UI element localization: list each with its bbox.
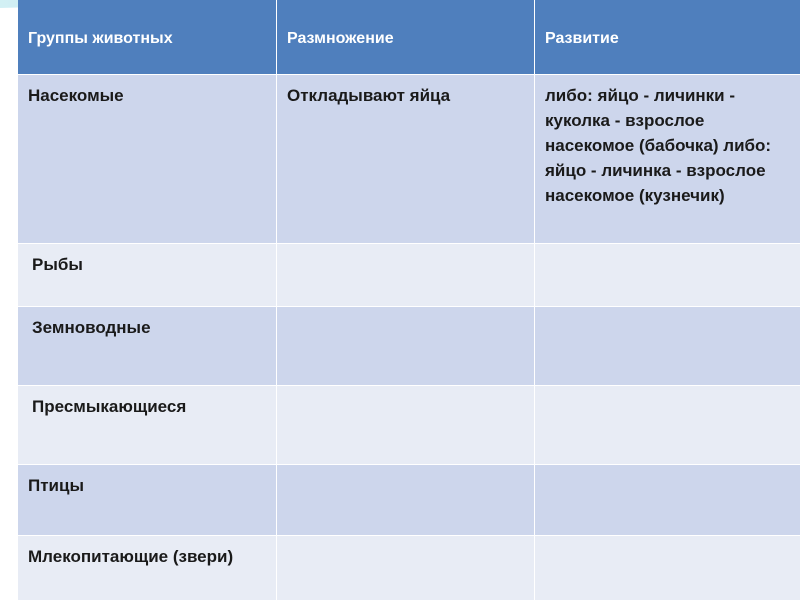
row-reptiles-development[interactable] xyxy=(535,386,800,464)
row-birds-reproduction[interactable] xyxy=(277,465,534,535)
row-insects-reproduction: Откладывают яйца xyxy=(277,75,534,243)
row-fish-group: Рыбы xyxy=(18,244,276,306)
row-fish-reproduction[interactable] xyxy=(277,244,534,306)
column-header-development: Развитие xyxy=(535,0,800,74)
row-mammals-development[interactable] xyxy=(535,536,800,600)
column-header-groups: Группы животных xyxy=(18,0,276,74)
row-amphibians-reproduction[interactable] xyxy=(277,307,534,385)
row-insects-development: либо: яйцо - личинки - куколка - взрослое насекомое (бабочка) либо: яйцо - личинка - взрослое насекомое (кузнечик) xyxy=(535,75,800,243)
row-insects-group: Насекомые xyxy=(18,75,276,243)
row-amphibians-development[interactable] xyxy=(535,307,800,385)
row-mammals-reproduction[interactable] xyxy=(277,536,534,600)
row-amphibians-group: Земноводные xyxy=(18,307,276,385)
row-mammals-group: Млекопитающие (звери) xyxy=(18,536,276,600)
row-reptiles-group: Пресмыкающиеся xyxy=(18,386,276,464)
animal-table xyxy=(18,0,800,600)
row-birds-development[interactable] xyxy=(535,465,800,535)
column-header-reproduction: Размножение xyxy=(277,0,534,74)
row-fish-development[interactable] xyxy=(535,244,800,306)
row-reptiles-reproduction[interactable] xyxy=(277,386,534,464)
row-birds-group: Птицы xyxy=(18,465,276,535)
